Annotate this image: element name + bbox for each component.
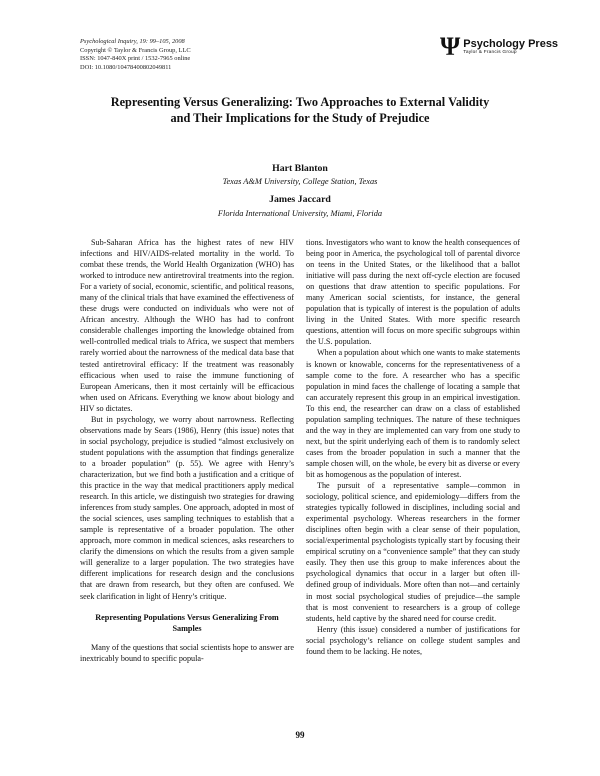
author-affiliation: Florida International University, Miami, Florida xyxy=(217,209,383,218)
body-paragraph: When a population about which one wants to make statements is known or knowable, concerns for the representativeness of a sample come to the fore. A researcher who has a specific population in mind faces the challenge of locating a sample that can accurately represent this group in an empirical investigation. To this end, the researcher can draw on a class of established population sampling techniques. The nature of these techniques and the way in they are implemented can vary from one study to next, but the spirit underlying each of them is to randomly select cases from the broader population in such a manner that the sample chosen will, on the whole, be every bit as diverse or every bit as homogenous as the population of interest. xyxy=(306,348,520,479)
issn-line: ISSN: 1047-840X print / 1532-7965 online xyxy=(80,55,191,63)
citation-block xyxy=(80,38,191,72)
section-heading: Representing Populations Versus Generalizing From Samples xyxy=(95,612,279,633)
psi-logo-icon: Ψ xyxy=(440,32,461,61)
publisher-group: Taylor & Francis Group xyxy=(463,50,517,55)
title-line-1: Representing Versus Generalizing: Two Approaches to External Validity xyxy=(110,95,490,109)
body-paragraph: Henry (this issue) considered a number of justifications for social psychology’s reliance on college student samples and found them to be lacking. He notes, xyxy=(306,624,520,656)
journal-line: Psychological Inquiry, 19: 99–105, 2008 xyxy=(80,38,185,45)
article-title xyxy=(80,95,520,126)
doi-line: DOI: 10.1080/10478400802049811 xyxy=(80,63,172,71)
publisher-logo xyxy=(440,32,559,61)
author-affiliation: Texas A&M University, College Station, Texas xyxy=(222,177,378,186)
publisher-name: Psychology Press xyxy=(463,38,559,50)
title-line-2: and Their Implications for the Study of Prejudice xyxy=(170,110,430,125)
page-number: 99 xyxy=(295,730,305,740)
body-paragraph: The pursuit of a representative sample—common in sociology, political science, and epidemiology—differs from the strategies typically followed in disciplines, including social and experimental psychology. Whereas researchers in the former disciplines often begin with a clear sense of their population, social/experimental psychologists typically start by focusing their empirical scrutiny on a “convenience sample” that they can study easily. They then use this group to make inferences about the psychological dynamics that occur in a larger but often ill-defined group of individuals. More often than not—and certainly in most social psychological studies of prejudice—the sample that is most convenient to researchers is a group of college students, held captive by the shared need for course credit. xyxy=(306,481,520,623)
author-name: James Jaccard xyxy=(269,194,331,205)
body-paragraph: Sub-Saharan Africa has the highest rates of new HIV infections and HIV/AIDS-related mortality in the world. To combat these trends, the World Health Organization (WHO) has worked to introduce new antiretroviral treatments into the region. For a variety of social, economic, scientific, and political reasons, many of the clinical trials that have examined the effectiveness of these drugs were conducted on individuals who were not of African ancestry. Although the WHO has had to confront considerable challenges importing the knowledge obtained from well-controlled medical trials to Africa, we suspect that members rarely worried about the narrowness of the medical data base that tested antiretroviral efficacy: If the treatment was reasonably efficacious when used to raise the immune functioning of European Americans, then it most certainly will be efficacious when used on Africans. Everything we know about biology and HIV so dictates. xyxy=(80,238,294,413)
right-column xyxy=(306,237,520,657)
body-paragraph: Many of the questions that social scientists hope to answer are inextricably bound to specific popula- xyxy=(80,642,294,663)
copyright-line: Copyright © Taylor & Francis Group, LLC xyxy=(80,46,191,54)
left-column xyxy=(80,237,294,664)
body-paragraph: But in psychology, we worry about narrowness. Reflecting observations made by Sears (1986), Henry (this issue) notes that in social psychology, prejudice is studied “almost exclusively on student populations with the assumption that findings generalize to a broader population” (p. 55). We agree with Henry’s characterization, but we find both a justification and a critique of this practice in the way that medical practitioners apply medical research. In this article, we distinguish two strategies for drawing inferences from study samples. One approach, adopted in most of the social sciences, uses sampling techniques to establish that a sample is representative of a broader population. The other approach, more common in medical sciences, asks researchers to clarify the dimensions on which the results from a given sample will generalize to a larger population. The two strategies have different implications for research design and the conclusions that are drawn from research, but they often are confused. We seek clarification in light of Henry’s critique. xyxy=(80,414,294,601)
body-paragraph: tions. Investigators who want to know the health consequences of being poor in America, the psychological toll of parental divorce on teens in the United States, or the likelihood that a ballot initiative will pass during the next off-cycle election are focused on questions that draw attention to specific populations. For many American social scientists, for instance, the general population that is typically of interest is the population of adults living in the United States. With more specific research questions, attention will focus on more specific subgroups within the U.S. population. xyxy=(306,238,520,347)
author-name: Hart Blanton xyxy=(272,163,328,174)
